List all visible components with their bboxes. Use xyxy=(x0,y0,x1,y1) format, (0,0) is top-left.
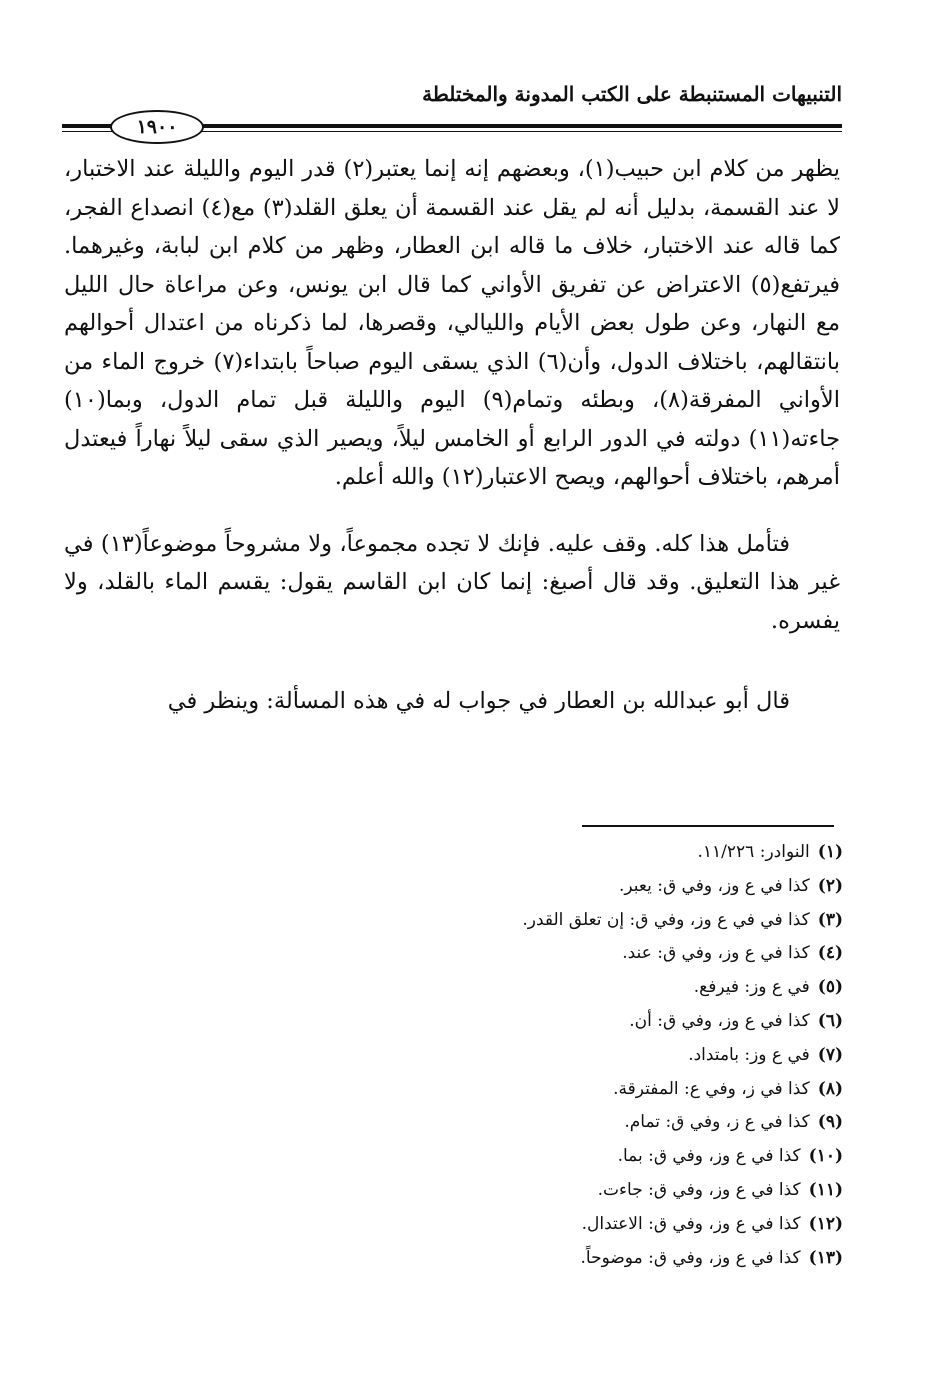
footnote-text: كذا في ع ز، وفي ق: تمام. xyxy=(624,1112,810,1133)
footnote-text: كذا في في ع وز، وفي ق: إن تعلق القدر. xyxy=(522,909,810,930)
footnote-text: النوادر: ١١/٢٢٦. xyxy=(697,842,810,862)
footnote-text: كذا في ع وز، وفي ق: بما. xyxy=(617,1146,801,1167)
footnote-text: كذا في ع وز، وفي ق: يعبر. xyxy=(618,875,810,896)
paragraph-2: فتأمل هذا كله. وقف عليه. فإنك لا تجده مجموعاً، ولا مشروحاً موضوعاً(١٣) في غير هذا التعليق. وقد قال أصبغ: إنما كان ابن القاسم يقول: يقسم الماء بالقلد، ولا يفسره. xyxy=(64,530,840,634)
footnote-text: كذا في ز، وفي ع: المفترقة. xyxy=(613,1078,810,1099)
footnote-text: في ع وز: فيرفع. xyxy=(693,977,810,998)
footnote-text: كذا في ع وز، وفي ق: جاءت. xyxy=(597,1179,801,1200)
footnote-text: كذا في ع وز، وفي ق: أن. xyxy=(629,1010,810,1031)
footnote-item xyxy=(343,1005,843,1039)
footnote-number: (٧) xyxy=(817,1044,843,1065)
footnote-item xyxy=(343,904,843,938)
page-number: ١٩٠٠ xyxy=(110,110,204,144)
footnotes xyxy=(343,836,843,1275)
footnote-number: (٥) xyxy=(817,977,843,998)
footnote-number: (١١) xyxy=(808,1179,843,1200)
footnote-item xyxy=(343,870,843,904)
footnote-number: (١) xyxy=(817,842,843,862)
footnote-item xyxy=(343,836,843,870)
footnote-item xyxy=(343,1208,843,1242)
paragraph-1: يظهر من كلام ابن حبيب(١)، وبعضهم إنه إنما يعتبر(٢) قدر اليوم والليلة عند الاختبار، لا عند القسمة، بدليل أنه لم يقل عند القسمة أن يعلق القلد(٣) مع(٤) انصداع الفجر، كما قاله عند الاختبار، خلاف ما قاله ابن العطار، وظهر من كلام ابن لبابة، وغيرهما. فيرتفع(٥) الاعتراض عن تفريق الأواني كما قال ابن يونس، وعن مراعاة حال الليل مع النهار، وعن طول بعض الأيام والليالي، وقصرها، لما ذكرناه من اعتدال أحوالهم بانتقالهم، باختلاف الدول، وأن(٦) الذي يسقى اليوم صباحاً بابتداء(٧) خروج الماء من الأواني المفرقة(٨)، وبطئه وتمام(٩) اليوم والليلة قبل تمام الدول، وبما(١٠) جاءته(١١) دولته في الدور الرابع أو الخامس ليلاً، ويصير الذي سقى ليلاً نهاراً فيعتدل أمرهم، باختلاف أحوالهم، ويصح الاعتبار(١٢) والله أعلم. xyxy=(64,156,840,490)
footnote-item xyxy=(343,1039,843,1073)
footnote-number: (٢) xyxy=(817,875,843,896)
footnote-text: في ع وز: بامتداد. xyxy=(688,1044,810,1065)
page-header xyxy=(62,78,842,138)
footnote-separator xyxy=(582,825,834,827)
footnote-number: (٤) xyxy=(817,943,843,964)
footnote-text: كذا في ع وز، وفي ق: الاعتدال. xyxy=(581,1213,801,1234)
footnote-item xyxy=(343,937,843,971)
footnote-item xyxy=(343,971,843,1005)
paragraph-3: قال أبو عبدالله بن العطار في جواب له في هذه المسألة: وينظر في xyxy=(167,688,790,714)
footnote-item xyxy=(343,1140,843,1174)
footnote-item xyxy=(343,1106,843,1140)
main-text xyxy=(64,150,840,749)
footnote-text: كذا في ع وز، وفي ق: موضوحاً. xyxy=(580,1247,801,1268)
footnote-number: (٦) xyxy=(817,1010,843,1031)
footnote-number: (٩) xyxy=(817,1112,843,1133)
footnote-number: (١٠) xyxy=(808,1146,843,1167)
footnote-item xyxy=(343,1073,843,1107)
footnote-item xyxy=(343,1242,843,1276)
footnote-number: (١٣) xyxy=(808,1247,843,1268)
footnote-text: كذا في ع وز، وفي ق: عند. xyxy=(622,943,810,964)
footnote-number: (٨) xyxy=(817,1078,843,1099)
footnote-number: (١٢) xyxy=(808,1213,843,1234)
footnote-item xyxy=(343,1174,843,1208)
running-title: التنبيهات المستنبطة على الكتب المدونة والمختلطة xyxy=(422,82,842,106)
footnote-number: (٣) xyxy=(817,909,843,930)
